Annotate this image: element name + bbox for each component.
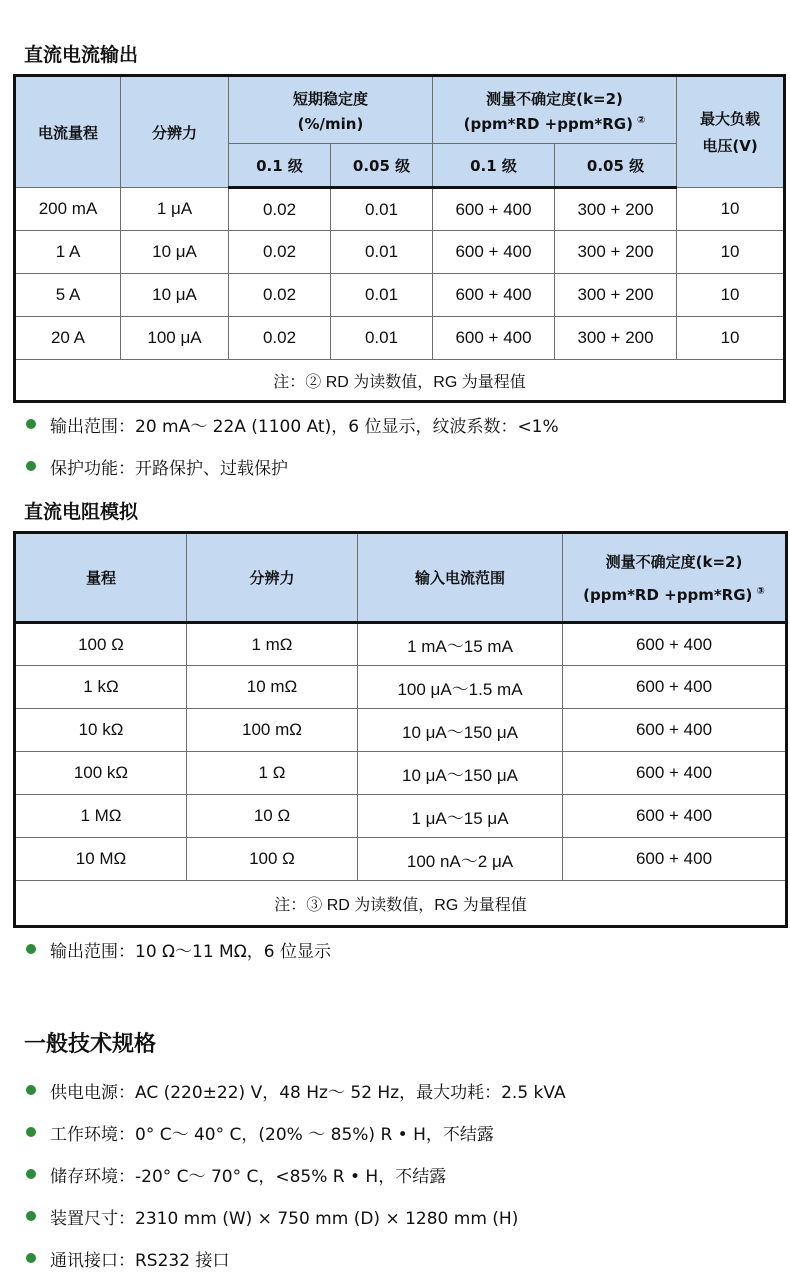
list-item-text: 装置尺寸：2310 mm (W) × 750 mm (D) × 1280 mm (H) <box>50 1208 519 1229</box>
table-row <box>15 274 785 317</box>
bullet-dot-icon <box>26 1253 36 1263</box>
header-range: 量程 <box>15 533 187 623</box>
list-item <box>26 1078 566 1102</box>
table-note: 注：③ RD 为读数值，RG 为量程值 <box>15 881 787 927</box>
bullet-dot-icon <box>26 1127 36 1137</box>
table-row <box>15 317 785 360</box>
table-row <box>15 838 787 881</box>
table-cell: 300 + 200 <box>555 231 677 274</box>
table-note: 注：② RD 为读数值，RG 为量程值 <box>15 360 785 402</box>
table-cell: 10 <box>677 274 785 317</box>
table-row <box>15 231 785 274</box>
header-uncertainty-unit-line <box>563 586 785 604</box>
bullet-dot-icon <box>26 419 36 429</box>
header-uncertainty-label: 测量不确定度(k=2) <box>486 89 623 108</box>
header-current-range: 电流量程 <box>15 76 121 188</box>
table-cell: 100 mΩ <box>187 709 358 752</box>
list-item <box>26 1120 494 1144</box>
table-cell: 1 μA～15 μA <box>358 795 563 838</box>
table-cell: 1 kΩ <box>15 666 187 709</box>
section-title-general: 一般技术规格 <box>24 1032 157 1057</box>
list-item <box>26 454 288 478</box>
table-cell: 600 + 400 <box>433 317 555 360</box>
table-cell: 600 + 400 <box>563 623 787 666</box>
section-title-current: 直流电流输出 <box>24 44 139 66</box>
table-cell: 10 Ω <box>187 795 358 838</box>
header-uncertainty <box>433 76 677 144</box>
header-grade: 0.05 级 <box>555 144 677 188</box>
table-cell: 600 + 400 <box>563 752 787 795</box>
bullet-dot-icon <box>26 461 36 471</box>
header-uncertainty-unit-line <box>433 115 676 133</box>
table-cell: 1 mA～15 mA <box>358 623 563 666</box>
bullet-dot-icon <box>26 1085 36 1095</box>
table-cell: 10 <box>677 317 785 360</box>
list-item-text: 输出范围：10 Ω～11 MΩ，6 位显示 <box>50 941 331 962</box>
table-cell: 1 mΩ <box>187 623 358 666</box>
table-cell: 300 + 200 <box>555 317 677 360</box>
header-uncertainty <box>563 533 787 623</box>
table-cell: 10 mΩ <box>187 666 358 709</box>
list-item <box>26 937 331 961</box>
table-cell: 10 MΩ <box>15 838 187 881</box>
table-row <box>15 188 785 231</box>
header-grade: 0.1 级 <box>433 144 555 188</box>
table-cell: 100 μA <box>121 317 229 360</box>
table-row <box>15 752 787 795</box>
table-cell: 100 Ω <box>15 623 187 666</box>
header-resolution: 分辨力 <box>121 76 229 188</box>
table-cell: 600 + 400 <box>433 188 555 231</box>
table-cell: 10 μA～150 μA <box>358 752 563 795</box>
table-row <box>15 795 787 838</box>
table-cell: 1 MΩ <box>15 795 187 838</box>
list-item <box>26 1162 446 1186</box>
resistance-spec-table <box>13 531 788 928</box>
note-mark: ③ <box>756 586 765 597</box>
table-cell: 0.02 <box>229 317 331 360</box>
section-title-resistance: 直流电阻模拟 <box>24 501 139 523</box>
table-cell: 300 + 200 <box>555 274 677 317</box>
table-cell: 100 nA～2 μA <box>358 838 563 881</box>
table-cell: 0.02 <box>229 188 331 231</box>
table-cell: 1 μA <box>121 188 229 231</box>
bullet-dot-icon <box>26 1169 36 1179</box>
bullet-dot-icon <box>26 1211 36 1221</box>
list-item-text: 保护功能：开路保护、过载保护 <box>50 458 288 479</box>
table-cell: 0.02 <box>229 274 331 317</box>
table-cell: 1 A <box>15 231 121 274</box>
table-cell: 0.02 <box>229 231 331 274</box>
table-cell: 10 <box>677 188 785 231</box>
table-cell: 10 μA <box>121 274 229 317</box>
header-voltage-unit: 电压(V) <box>702 137 758 155</box>
list-item <box>26 1246 229 1270</box>
current-spec-table <box>13 74 786 403</box>
table-cell: 10 kΩ <box>15 709 187 752</box>
list-item-text: 储存环境：-20° C～ 70° C，<85% R • H，不结露 <box>50 1166 447 1187</box>
table-cell: 600 + 400 <box>563 709 787 752</box>
table-cell: 10 <box>677 231 785 274</box>
table-cell: 5 A <box>15 274 121 317</box>
list-item-text: 供电电源：AC (220±22) V，48 Hz～ 52 Hz，最大功耗：2.5 kVA <box>50 1082 566 1103</box>
table-cell: 0.01 <box>331 188 433 231</box>
table-cell: 300 + 200 <box>555 188 677 231</box>
table-cell: 0.01 <box>331 231 433 274</box>
header-grade: 0.05 级 <box>331 144 433 188</box>
header-max-voltage <box>677 76 785 188</box>
list-item <box>26 1204 518 1228</box>
table-cell: 600 + 400 <box>433 274 555 317</box>
note-mark: ② <box>636 114 646 126</box>
table-cell: 1 Ω <box>187 752 358 795</box>
table-cell: 0.01 <box>331 317 433 360</box>
header-resolution: 分辨力 <box>187 533 358 623</box>
list-item <box>26 412 559 436</box>
table-cell: 600 + 400 <box>433 231 555 274</box>
list-item-text: 通讯接口：RS232 接口 <box>50 1250 230 1271</box>
table-cell: 100 kΩ <box>15 752 187 795</box>
header-grade: 0.1 级 <box>229 144 331 188</box>
header-uncertainty-unit: (ppm*RD +ppm*RG) <box>583 586 753 604</box>
table-row <box>15 623 787 666</box>
table-cell: 20 A <box>15 317 121 360</box>
table-row <box>15 709 787 752</box>
table-cell: 0.01 <box>331 274 433 317</box>
table-row <box>15 666 787 709</box>
table-cell: 10 μA～150 μA <box>358 709 563 752</box>
header-input-current: 输入电流范围 <box>358 533 563 623</box>
table-cell: 200 mA <box>15 188 121 231</box>
header-voltage-label: 最大负载 <box>700 110 761 128</box>
list-item-text: 工作环境：0° C～ 40° C，(20% ～ 85%) R • H，不结露 <box>50 1124 494 1145</box>
table-cell: 600 + 400 <box>563 838 787 881</box>
table-cell: 600 + 400 <box>563 666 787 709</box>
header-stability-unit: (%/min) <box>297 114 364 133</box>
header-stability <box>229 76 433 144</box>
table-cell: 600 + 400 <box>563 795 787 838</box>
bullet-dot-icon <box>26 944 36 954</box>
header-uncertainty-label: 测量不确定度(k=2) <box>605 553 743 571</box>
header-stability-label: 短期稳定度 <box>293 89 369 108</box>
list-item-text: 输出范围：20 mA～ 22A (1100 At)，6 位显示，纹波系数：<1% <box>50 416 559 437</box>
header-uncertainty-unit: (ppm*RD +ppm*RG) <box>463 114 633 133</box>
table-cell: 100 μA～1.5 mA <box>358 666 563 709</box>
table-cell: 100 Ω <box>187 838 358 881</box>
table-cell: 10 μA <box>121 231 229 274</box>
